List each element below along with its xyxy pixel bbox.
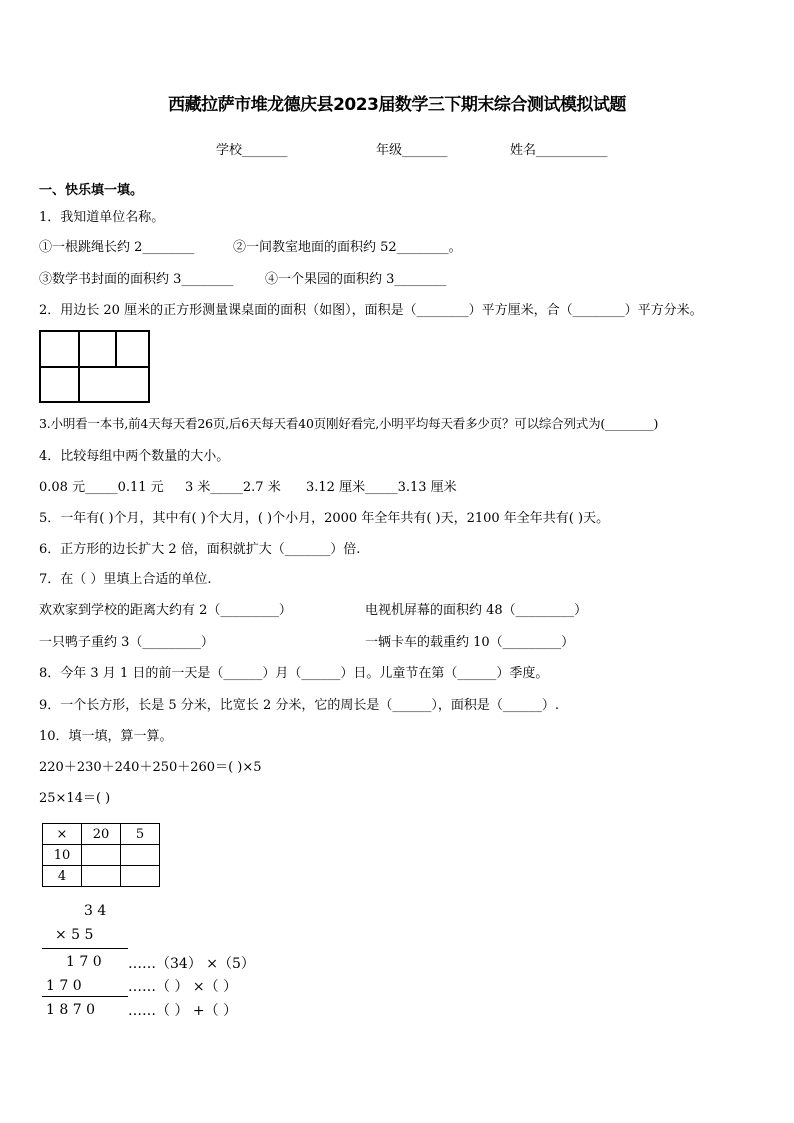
page-title: 西藏拉萨市堆龙德庆县2023届数学三下期末综合测试模拟试题 — [168, 95, 626, 115]
question-7-c: 一只鸭子重约 3（_________） — [39, 635, 214, 650]
question-9: 9．一个长方形，长是 5 分米，比宽长 2 分米，它的周长是（______），面积是（______）. — [39, 698, 559, 713]
table-cell — [121, 866, 160, 887]
table-cell — [121, 845, 160, 866]
question-3: 3.小明看一本书,前4天每天看26页,后6天每天看40页刚好看完,小明平均每天看多少页？可以综合列式为(________) — [39, 416, 659, 431]
vertical-multiplicand: 3 4 — [84, 903, 107, 919]
grade-field: 年级_______ — [376, 143, 448, 158]
question-4-stem: 4．比较每组中两个数量的大小。 — [39, 449, 230, 464]
table-row — [43, 866, 160, 887]
table-cell — [82, 845, 121, 866]
question-1-d: ④一个果园的面积约 3________ — [265, 272, 447, 287]
question-7-d: 一辆卡车的载重约 10（_________） — [365, 635, 575, 650]
question-10-eq1: 220＋230＋240＋250＋260＝( )×5 — [39, 760, 262, 775]
question-1-stem: 1．我知道单位名称。 — [39, 210, 165, 225]
name-field: 姓名___________ — [510, 143, 608, 158]
vertical-partial-1: 1 7 0 — [66, 954, 102, 970]
grid-line — [115, 332, 117, 367]
grid-line — [41, 366, 148, 368]
question-1-a: ①一根跳绳长约 2________ — [39, 240, 195, 255]
section-heading: 一、快乐填一填。 — [39, 183, 144, 198]
table-cell: 20 — [82, 824, 121, 845]
question-2: 2．用边长 20 厘米的正方形测量课桌面的面积（如图），面积是（________）平方厘米，合（________）平方分米。 — [39, 303, 703, 318]
question-4-c: 3.12 厘米_____3.13 厘米 — [306, 480, 457, 495]
vertical-multiplier: × 5 5 — [55, 927, 94, 943]
table-row — [43, 845, 160, 866]
question-6: 6．正方形的边长扩大 2 倍，面积就扩大（_______）倍. — [39, 542, 361, 557]
table-cell: 5 — [121, 824, 160, 845]
question-8: 8．今年 3 月 1 日的前一天是（______）月（______）日。儿童节在第（______）季度。 — [39, 666, 549, 681]
question-4-a: 0.08 元_____0.11 元 — [39, 480, 164, 495]
question-1-b: ②一间教室地面的面积约 52________。 — [233, 240, 462, 255]
question-5: 5．一年有( )个月，其中有( )个大月，( )个小月，2000 年全年共有( )天，2100 年全年共有( )天。 — [39, 511, 610, 526]
table-cell: 4 — [43, 866, 82, 887]
vertical-partial-1-note: ……（34） ×（5） — [128, 956, 255, 972]
square-tiles-figure — [39, 330, 150, 403]
question-7-a: 欢欢家到学校的距离大约有 2（_________） — [39, 603, 292, 618]
calc-divider — [42, 996, 128, 997]
grid-line — [78, 367, 80, 401]
question-7-b: 电视机屏幕的面积约 48（_________） — [365, 603, 588, 618]
question-4-b: 3 米_____2.7 米 — [185, 480, 281, 495]
table-cell — [82, 866, 121, 887]
vertical-sum-note: ……（ ） +（ ） — [128, 1003, 238, 1019]
question-7-stem: 7．在（ ）里填上合适的单位. — [39, 572, 212, 587]
table-cell: × — [43, 824, 82, 845]
vertical-partial-2-note: ……（ ） ×（ ） — [128, 979, 238, 995]
table-cell: 10 — [43, 845, 82, 866]
multiplication-table — [42, 823, 160, 887]
grid-line — [78, 332, 80, 367]
question-10-eq2: 25×14＝( ) — [39, 791, 111, 806]
school-field: 学校_______ — [216, 143, 288, 158]
vertical-sum: 1 8 7 0 — [46, 1002, 95, 1018]
table-row — [43, 824, 160, 845]
calc-divider — [42, 948, 128, 949]
question-10-stem: 10．填一填，算一算。 — [39, 729, 173, 744]
question-1-c: ③数学书封面的面积约 3________ — [39, 272, 234, 287]
vertical-partial-2: 1 7 0 — [46, 978, 82, 994]
